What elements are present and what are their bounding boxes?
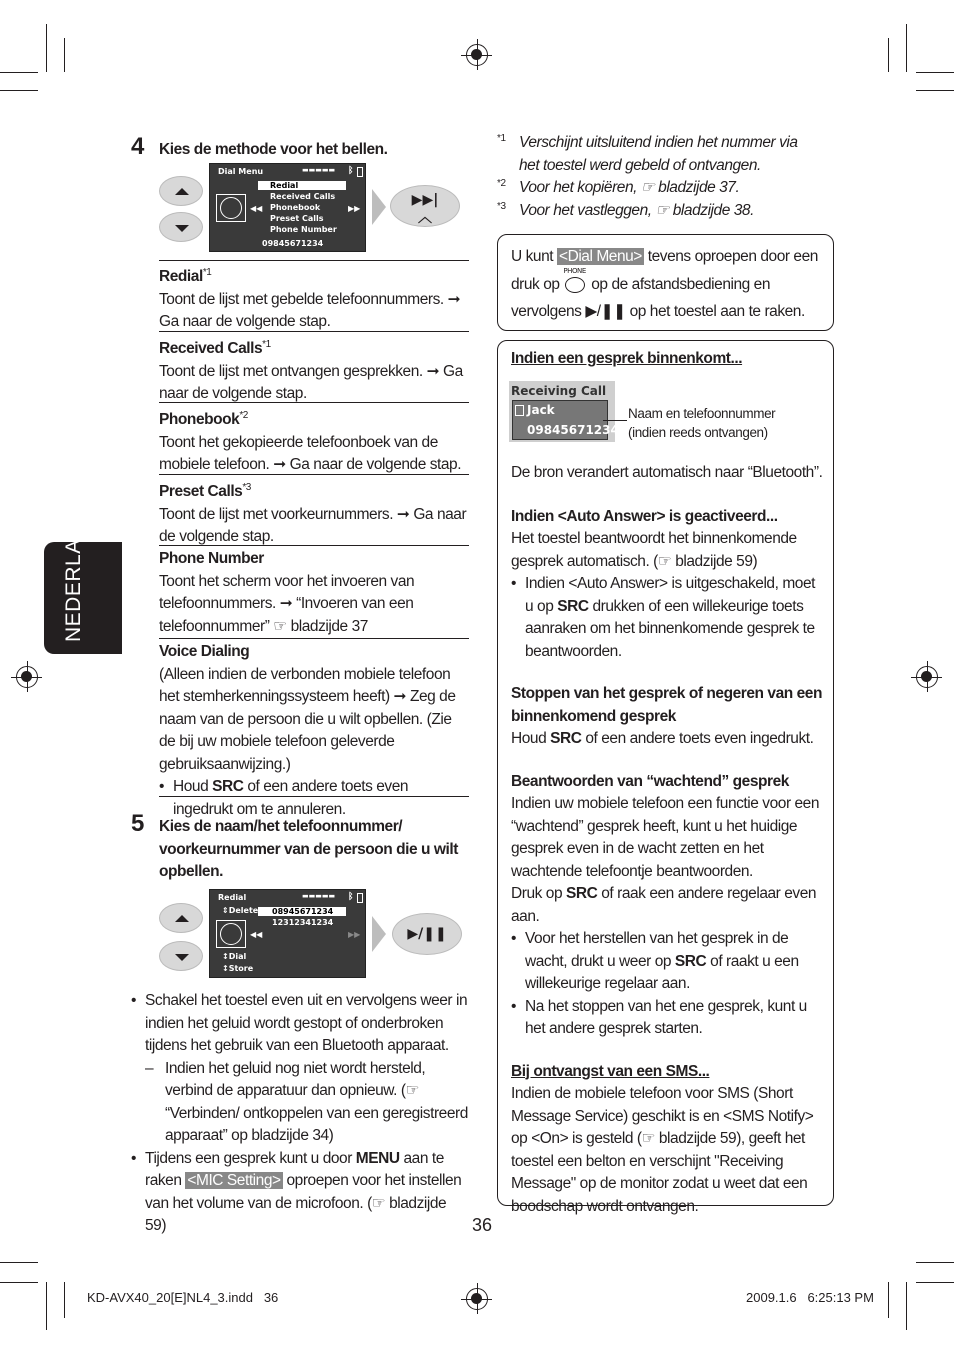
battery-icon <box>357 893 363 903</box>
arrow-right-icon <box>372 189 386 225</box>
divider <box>159 260 469 261</box>
crop-mark <box>46 24 47 72</box>
footer-date: 2009.1.6 6:25:13 PM <box>746 1290 874 1305</box>
crop-mark <box>916 1262 954 1263</box>
text: Houd <box>511 730 551 747</box>
text: Delete <box>228 906 259 915</box>
footnotes <box>497 132 817 222</box>
subheading: Bij ontvangst van een SMS... <box>511 1062 710 1080</box>
number-item: 12312341234 <box>272 918 334 927</box>
subheading: Indien <Auto Answer> is geactiveerd... <box>511 507 778 525</box>
skip-forward-icon: ▶▶ <box>348 204 361 213</box>
footnote-ref: *3 <box>242 482 251 493</box>
menu-item-preset-calls: Preset Calls <box>270 214 324 223</box>
paragraph: Indien de mobiele telefoon voor SMS (Short Message Service) geschikt is en <SMS Notify> op <On> is gesteld (☞ bladzijde 59), geeft het toestel een belton en verschijnt "Receiving Message" op de monitor zodat u weet dat een boodschap wordt ontvangen. <box>511 1085 814 1215</box>
text: Druk op <box>511 885 566 902</box>
down-button[interactable] <box>159 212 203 242</box>
text: of raak een andere regelaar even aan. <box>511 885 817 925</box>
text: Dial <box>228 952 247 961</box>
skip-back-icon: ◀◀ <box>250 930 263 939</box>
src-key: SRC <box>565 885 598 902</box>
store-label: ↕Store <box>222 964 254 973</box>
footnote <box>497 200 817 223</box>
registration-mark-icon <box>466 1288 488 1310</box>
next-track-icon: ▶▶| <box>411 192 439 208</box>
arrow-right-icon <box>372 916 386 952</box>
paragraph: Het toestel beantwoordt het binnenkomende gesprek automatisch. (☞ bladzijde 59) <box>511 530 797 570</box>
list-item <box>131 1148 471 1238</box>
list-item <box>511 573 823 663</box>
down-button[interactable] <box>159 941 203 971</box>
bottom-notes <box>131 990 471 1238</box>
language-side-tab <box>44 493 122 654</box>
screen-number: 09845671234 <box>262 239 324 248</box>
menu-item-phone-number: Phone Number <box>270 225 337 234</box>
step-number: 5 <box>131 810 145 837</box>
crop-mark <box>0 1262 38 1263</box>
text: op de afstandsbediening en vervolgens ▶/❚❚ op het toestel aan te raken. <box>511 275 805 320</box>
redial-screen <box>209 889 366 978</box>
text: aan te raken <box>145 1149 444 1189</box>
number-item-selected: 08945671234 <box>258 907 346 916</box>
option-body: Toont de lijst met ontvangen gesprekken. ➞ Ga naar de volgende stap. <box>159 362 463 403</box>
option-received-calls <box>159 334 469 406</box>
up-button[interactable] <box>159 903 203 933</box>
up-button[interactable] <box>159 176 203 206</box>
text: Houd <box>173 778 213 795</box>
option-body: Toont de lijst met voorkeurnummers. ➞ Ga naar de volgende stap. <box>159 505 467 546</box>
option-label: Preset Calls <box>159 483 243 501</box>
src-key: SRC <box>550 730 582 747</box>
footnote-ref: *1 <box>262 339 271 350</box>
step-title: Kies de naam/het telefoonnummer/ voorkeurnummer van de persoon die u wilt opbellen. <box>159 818 458 880</box>
subheading: Stoppen van het gesprek of negeren van een binnenkomend gesprek <box>511 685 822 725</box>
phone-key-icon <box>563 267 587 293</box>
divider <box>159 545 469 546</box>
registration-mark-icon <box>916 666 938 688</box>
footnote-ref: *1 <box>202 267 212 278</box>
skip-back-icon: ◀◀ <box>250 204 263 213</box>
crop-mark <box>64 38 65 72</box>
text: of raakt u een willekeurige regelaar aan. <box>525 952 799 992</box>
crop-mark <box>64 1282 65 1318</box>
option-redial <box>159 262 469 334</box>
registration-mark-icon <box>466 44 488 66</box>
dial-menu-note <box>511 243 821 326</box>
footnote-ref: *2 <box>239 410 248 421</box>
dial-menu-highlight: <Dial Menu> <box>558 248 642 265</box>
caller-name: Jack <box>527 403 555 417</box>
play-pause-icon: ▶/❚❚ <box>407 926 447 942</box>
contact-icon <box>515 405 524 416</box>
footnote-mark: *2 <box>497 178 506 189</box>
footnote <box>497 177 817 200</box>
menu-item-received-calls: Received Calls <box>270 192 336 201</box>
phone-key-circle <box>565 277 585 293</box>
incoming-title: Indien een gesprek binnenkomt... <box>511 350 743 367</box>
text: of een andere toets even ingedrukt om te annuleren. <box>173 778 409 818</box>
page-number: 36 <box>472 1215 493 1235</box>
incoming-body <box>511 462 823 1218</box>
footnote-mark: *1 <box>497 133 506 144</box>
spacer <box>511 485 823 506</box>
footnote-text: Voor het kopiëren, ☞ bladzijde 37. <box>519 179 740 196</box>
step-title: Kies de methode voor het bellen. <box>159 141 388 158</box>
crop-mark <box>906 1282 907 1330</box>
divider <box>159 331 469 332</box>
screen-header-marks: ▬▬▬▬▬ <box>302 892 336 900</box>
paragraph <box>511 883 823 928</box>
src-key: SRC <box>674 952 707 970</box>
option-label: Phone Number <box>159 550 264 567</box>
footnote-mark: *3 <box>497 200 506 212</box>
option-body: Toont de lijst met gebelde telefoonnummers. ➞ Ga naar de volgende stap. <box>159 290 461 331</box>
divider <box>159 402 469 403</box>
list-item <box>511 996 823 1041</box>
text: Schakel het toestel even uit en vervolgens weer in indien het geluid wordt gestopt of onderbroken tijdens het gebruik van een Bluetooth apparaat. <box>145 992 468 1054</box>
sub-item <box>145 1058 471 1148</box>
skip-forward-icon: ▶▶ <box>348 930 361 939</box>
dial-label: ↕Dial <box>222 952 247 961</box>
text: oproepen voor het instellen van het volume van de microfoon. (☞ bladzijde 59) <box>145 1172 462 1234</box>
text: Na het stoppen van het ene gesprek, kunt u het andere gesprek starten. <box>525 997 807 1037</box>
wheel-frame-icon <box>216 920 246 948</box>
receiving-call-screen <box>509 381 619 442</box>
spacer <box>511 751 823 771</box>
option-label: Phonebook <box>159 411 240 429</box>
list-item <box>511 928 823 996</box>
footnote-text: Voor het vastleggen, ☞ bladzijde 38. <box>519 201 754 219</box>
crop-mark <box>46 1282 47 1330</box>
text: Indien het geluid nog niet wordt hersteld, verbind de apparatuur dan opnieuw. (☞ “Verbinden/ ontkoppelen van een geregistreerd apparaat” op bladzijde 34) <box>165 1059 468 1144</box>
crop-mark <box>916 90 954 91</box>
footnote-text: Verschijnt uitsluitend indien het nummer via het toestel werd gebeld of ontvangen. <box>519 134 798 174</box>
crop-mark <box>0 1282 38 1283</box>
text: Voor het herstellen van het gesprek in de wacht, drukt u weer op <box>525 930 789 970</box>
subheading: Beantwoorden van “wachtend” gesprek <box>511 772 789 790</box>
option-voice-dialing <box>159 641 469 821</box>
bluetooth-icon: ᛒ <box>348 166 354 176</box>
text: U kunt <box>511 248 557 265</box>
paragraph: Indien uw mobiele telefoon een functie voor een “wachtend” gesprek heeft, kunt u het huidige gesprek even in de wacht zetten en het wachtende telefoontje beantwoorden. <box>511 795 820 880</box>
divider <box>159 474 469 475</box>
divider <box>159 796 469 797</box>
wheel-frame-icon <box>216 194 246 222</box>
option-preset-calls <box>159 477 469 549</box>
registration-mark-icon <box>16 666 38 688</box>
list-item <box>159 776 469 821</box>
language-label: NEDERLANDS <box>62 493 85 642</box>
footnote <box>497 132 817 177</box>
screen-title: Redial <box>218 893 247 902</box>
option-label: Voice Dialing <box>159 643 250 660</box>
screen-title: Dial Menu <box>218 167 264 176</box>
text: of een andere toets even ingedrukt. <box>581 730 814 747</box>
src-key: SRC <box>557 597 589 615</box>
crop-mark <box>906 24 907 72</box>
list-item <box>131 990 471 1148</box>
phone-key-label: PHONE <box>563 267 586 276</box>
option-label: Received Calls <box>159 340 263 358</box>
option-body: Toont het gekopieerde telefoonboek van de mobiele telefoon. ➞ Ga naar de volgende stap. <box>159 433 462 474</box>
spacer <box>511 1041 823 1061</box>
crop-mark <box>916 1282 954 1283</box>
option-phonebook <box>159 405 469 477</box>
divider <box>159 638 469 639</box>
footer-file: KD-AVX40_20[E]NL4_3.indd 36 <box>87 1290 279 1305</box>
caller-number: 09845671234 <box>527 423 619 437</box>
text: drukken of een willekeurige toets aanraken om het binnenkomende gesprek te beantwoorden. <box>525 597 815 660</box>
option-body: Toont het scherm voor het invoeren van telefoonnummers. ➞ “Invoeren van een telefoonnummer” ☞ bladzijde 37 <box>159 572 415 635</box>
src-key: SRC <box>212 778 244 795</box>
text: tevens oproepen door een druk op <box>511 248 818 293</box>
crop-mark <box>888 1282 889 1318</box>
next-track-button[interactable] <box>390 185 460 227</box>
option-body: (Alleen indien de verbonden mobiele telefoon het stemherkenningssysteem heeft) ➞ Zeg de naam van de persoon die u wilt opbellen. (Zie de bij uw mobiele telefoon geleverde gebruiksaanwijzing.) <box>159 665 456 773</box>
crop-mark <box>0 90 38 91</box>
paragraph: De bron verandert automatisch naar “Bluetooth”. <box>511 464 823 481</box>
step-number: 4 <box>131 133 145 160</box>
menu-item-phonebook: Phonebook <box>270 203 321 212</box>
text: Store <box>228 964 254 973</box>
delete-label: ⇕Delete <box>222 906 259 915</box>
dial-menu-screen <box>209 163 366 252</box>
crop-mark <box>916 72 954 73</box>
mic-setting-highlight: <MIC Setting> <box>187 1172 281 1189</box>
menu-key: MENU <box>355 1149 400 1167</box>
paragraph <box>511 728 823 751</box>
text: Tijdens een gesprek kunt u door <box>145 1149 356 1167</box>
option-label: Redial <box>159 268 203 286</box>
play-pause-button[interactable] <box>392 913 462 955</box>
option-phone-number <box>159 548 469 638</box>
chevron-up-icon: ︿ <box>418 210 432 226</box>
crop-mark <box>0 72 38 73</box>
screen-header-marks: ▬▬▬▬▬ <box>302 166 336 174</box>
spacer <box>511 663 823 683</box>
screen-title: Receiving Call <box>511 384 607 398</box>
battery-icon <box>357 167 363 177</box>
text: Indien <Auto Answer> is uitgeschakeld, moet u op <box>525 575 815 615</box>
callout-text: Naam en telefoonnummer (indien reeds ontvangen) <box>628 406 776 440</box>
menu-item-redial: Redial <box>258 181 346 190</box>
dash: – <box>145 1059 154 1077</box>
callout-line <box>603 420 627 421</box>
crop-mark <box>888 38 889 72</box>
bluetooth-icon: ᛒ <box>348 892 354 902</box>
